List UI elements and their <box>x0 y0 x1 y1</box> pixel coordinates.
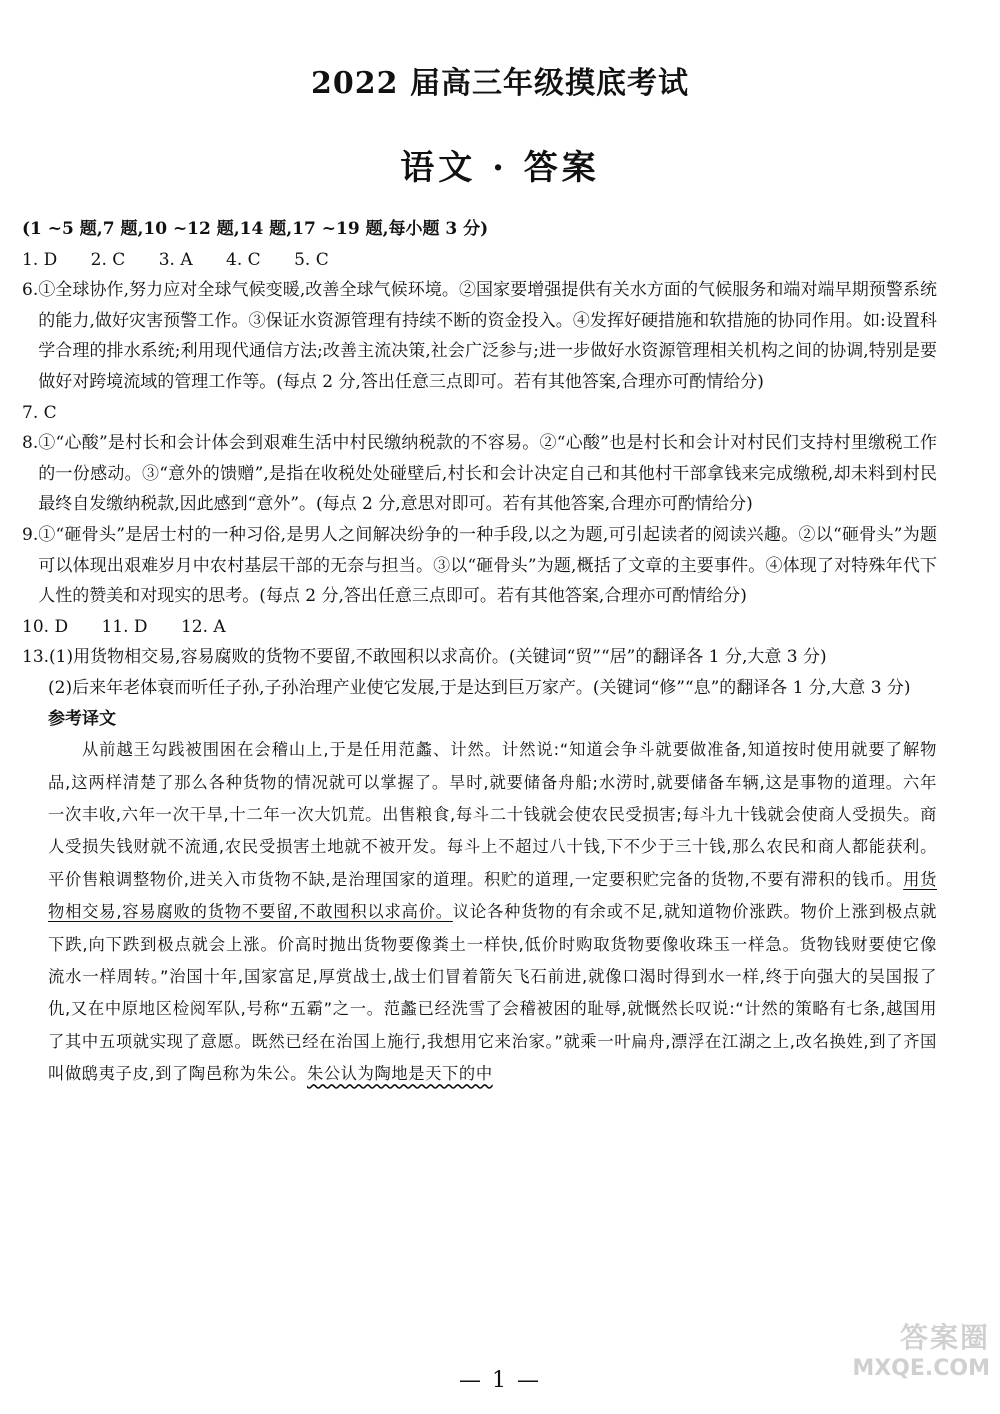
answer-q6 <box>22 275 937 397</box>
translation-text-b: 议论各种货物的有余或不足,就知道物价涨跌。物价上涨到极点就下跌,向下跌到极点就会上涨。价高时抛出货物要像粪土一样快,低价时购取货物要像收珠玉一样急。货物钱财要使它像流水一样周转。”治国十年,国家富足,厚赏战士,战士们冒着箭矢飞石前进,就像口渴时得到水一样,终于向强大的吴国报了仇,又在中原地区检阅军队,号称“五霸”之一。范蠡已经洗雪了会稽被困的耻辱,就慨然长叹说:“计然的策略有七条,越国用了其中五项就实现了意愿。既然已经在治国上施行,我想用它来治家。”就乘一叶扁舟,漂浮在江湖之上,改名换姓,到了齐国叫做鸱夷子皮,到了陶邑称为朱公。 <box>48 902 937 1084</box>
translation-underlined-1: 用货物相交易,容易腐败的货物不要留,不敢囤积以求高价。 <box>48 869 937 922</box>
q13-part2: (2)后来年老体衰而听任子孙,子孙治理产业使它发展,于是达到巨万家产。(关键词“修”“息”的翻译各 1 分,大意 3 分) <box>48 677 911 698</box>
scoring-note: (1 ~5 题,7 题,10 ~12 题,14 题,17 ~19 题,每小题 3 分) <box>22 219 489 239</box>
q13-number: 13. <box>22 647 50 668</box>
page-number: — 1 — <box>459 1368 541 1393</box>
answer-q11: 11. D <box>101 616 148 637</box>
answer-q10: 10. D <box>22 616 69 637</box>
answers-row-10-12 <box>22 612 937 643</box>
watermark-url: MXQE.COM <box>852 1356 990 1381</box>
translation-text-a: 从前越王勾践被围困在会稽山上,于是任用范蠡、计然。计然说:“知道会争斗就要做准备,知道按时使用就要了解物品,这两样清楚了那么各种货物的情况就可以掌握了。旱时,就要储备舟船;水涝时,就要储备车辆,这是事物的道理。六年一次丰收,六年一次干旱,十二年一次大饥荒。出售粮食,每斗二十钱就会使农民受损害;每斗九十钱就会使商人受损失。商人受损失钱财就不流通,农民受损害土地就不被开发。每斗上不超过八十钱,下不少于三十钱,那么农民和商人都能获利。平价售粮调整物价,进关入市货物不缺,是治理国家的道理。积贮的道理,一定要积贮完备的货物,不要有滞积的钱币。 <box>48 740 937 889</box>
answer-q3: 3. A <box>158 249 193 270</box>
answer-q9 <box>22 520 937 612</box>
q9-number: 9. <box>22 524 39 545</box>
q9-text: ①“砸骨头”是居士村的一种习俗,是男人之间解决纷争的一种手段,以之为题,可引起读者的阅读兴趣。②以“砸骨头”为题可以体现出艰难岁月中农村基层干部的无奈与担当。③以“砸骨头”为题,概括了文章的主要事件。④体现了对特殊年代下人性的赞美和对现实的思考。(每点 2 分,答出任意三点即可。若有其他答案,合理亦可酌情给分) <box>38 524 937 607</box>
answers-row-1-5 <box>22 245 937 276</box>
reference-translation-text <box>22 734 937 1090</box>
answer-q8 <box>22 428 937 520</box>
answer-q7: 7. C <box>22 402 57 423</box>
answer-q5: 5. C <box>294 249 329 270</box>
q8-text: ①“心酸”是村长和会计体会到艰难生活中村民缴纳税款的不容易。②“心酸”也是村长和会计对村民们支持村里缴税工作的一份感动。③“意外的馈赠”,是指在收税处处碰壁后,村长和会计决定自己和其他村干部拿钱来完成缴税,却未料到村民最终自发缴纳税款,因此感到“意外”。(每点 2 分,意思对即可。若有其他答案,合理亦可酌情给分) <box>38 433 937 515</box>
translation-underlined-2: 朱公认为陶地是天下的中 <box>307 1064 493 1084</box>
subject-title: 语文 · 答案 <box>400 148 600 188</box>
reference-translation-title: 参考译文 <box>48 708 116 729</box>
q13-part1: (1)用货物相交易,容易腐败的货物不要留,不敢囤积以求高价。(关键词“贸”“居”的翻译各 1 分,大意 3 分) <box>49 647 827 668</box>
watermark-logo: 答案圈 <box>899 1321 990 1354</box>
answer-q1: 1. D <box>22 249 58 270</box>
exam-title: 2022 届高三年级摸底考试 <box>311 66 689 101</box>
q8-number: 8. <box>22 433 39 454</box>
answer-q4: 4. C <box>226 249 261 270</box>
watermark <box>810 1321 990 1406</box>
answer-q12: 12. A <box>180 616 226 637</box>
answer-q2: 2. C <box>90 249 126 270</box>
q6-text: ①全球协作,努力应对全球气候变暖,改善全球气候环境。②国家要增强提供有关水方面的气候服务和端对端早期预警系统的能力,做好灾害预警工作。③保证水资源管理有持续不断的资金投入。④发挥好硬措施和软措施的协同作用。如:设置科学合理的排水系统;利用现代通信方法;改善主流决策,社会广泛参与;进一步做好水资源管理相关机构之间的协调,特别是要做好对跨境流域的管理工作等。(每点 2 分,答出任意三点即可。若有其他答案,合理亦可酌情给分) <box>38 280 937 392</box>
answers-content <box>22 214 937 1091</box>
answer-q13 <box>22 642 937 673</box>
q6-number: 6. <box>22 280 39 301</box>
